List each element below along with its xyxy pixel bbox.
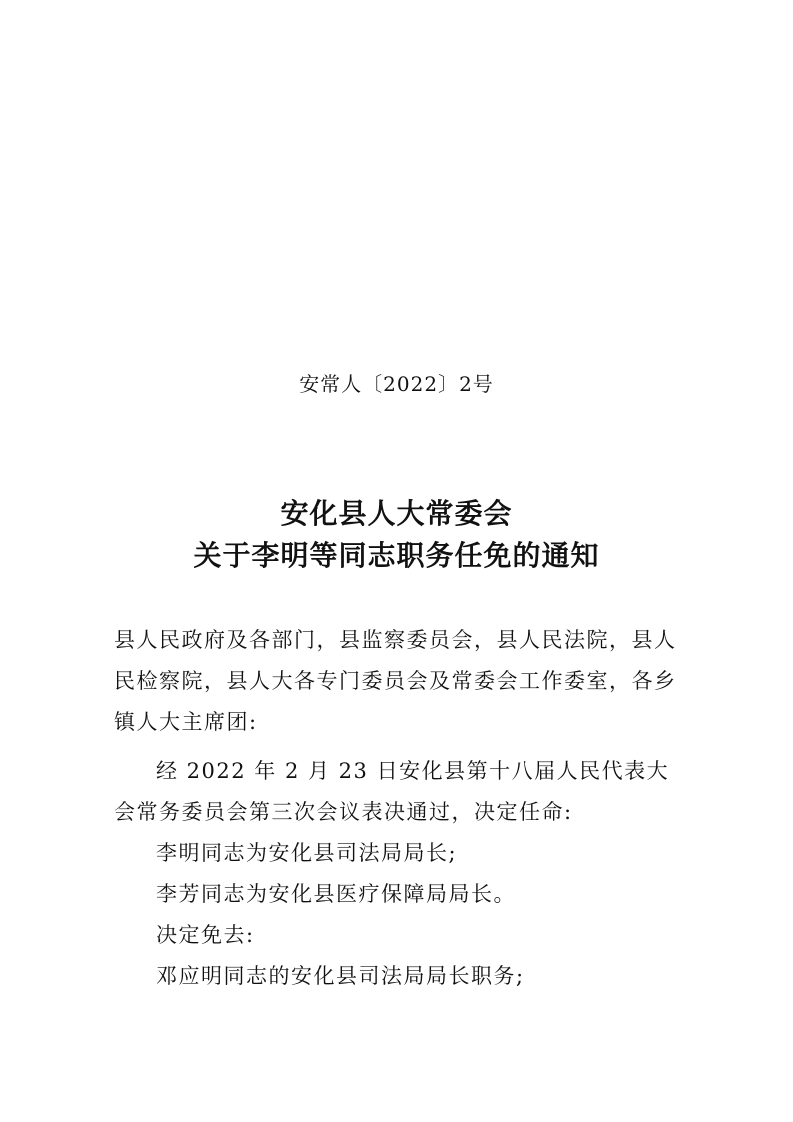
appointment-item: 李芳同志为安化县医疗保障局局长。 [156, 882, 516, 906]
document-title-line1: 安化县人大常委会 [280, 497, 513, 530]
removal-heading: 决定免去: [156, 923, 255, 947]
appointment-item: 李明同志为安化县司法局局长; [156, 841, 458, 865]
document-number: 安常人〔2022〕2号 [299, 372, 494, 396]
document-title-line2: 关于李明等同志职务任免的通知 [193, 539, 600, 572]
decision-paragraph: 经 2022 年 2 月 23 日安化县第十八届人民代表大会常务委员会第三次会议表决通过，决定任命: [114, 759, 670, 824]
addressee-paragraph: 县人民政府及各部门，县监察委员会，县人民法院，县人民检察院，县人大各专门委员会及常委会工作委室，各乡镇人大主席团: [114, 628, 677, 734]
removal-item: 邓应明同志的安化县司法局局长职务; [156, 964, 525, 988]
